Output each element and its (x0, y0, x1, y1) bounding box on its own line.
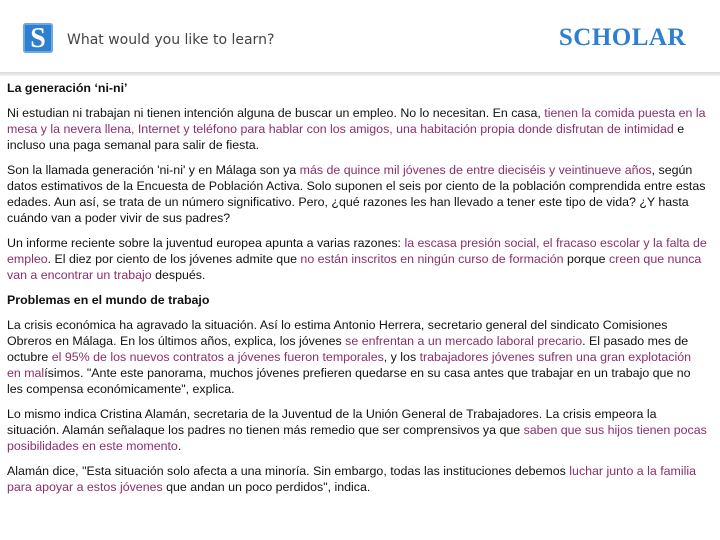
text: Ni estudian ni trabajan ni tienen intención alguna de buscar un empleo. No lo necesitan. En casa, (7, 106, 545, 120)
highlight: tienen la comida puesta en la mesa y la nevera llena, Internet y teléfono para hablar con los amigos, una habitación propia donde disfrutan de intimidad (7, 106, 706, 136)
highlight: se enfrentan a un mercado laboral precario (345, 334, 583, 348)
highlight: luchar junto a la familia para apoyar a estos jóvenes (7, 464, 697, 494)
article-title: La generación ‘ni-ni’ (7, 81, 128, 95)
text: La crisis económica ha agravado la situación. Así lo estima Antonio Herrera, secretario general del sindicato Comisiones Obreros en Málaga. En los últimos años, explica, los jóvenes (7, 318, 668, 348)
paragraph-3 (7, 235, 707, 283)
text: . (177, 439, 182, 453)
paragraph-2 (7, 162, 707, 226)
search-input[interactable]: What would you like to learn? (67, 32, 275, 48)
text: . El diez por ciento de los jóvenes admite que (47, 252, 301, 266)
paragraph-1 (7, 105, 707, 153)
scholar-logo-icon[interactable]: S (23, 23, 53, 53)
highlight: no están inscritos en ningún curso de formación (300, 252, 564, 266)
highlight: el 95% de los nuevos contratos a jóvenes fueron temporales (51, 350, 384, 364)
article-content (7, 80, 707, 504)
text: , y los (383, 350, 420, 364)
text: Un informe reciente sobre la juventud europea apunta a varias razones: (7, 236, 405, 250)
brand-title[interactable]: SCHOLAR (558, 24, 686, 51)
header-bar (0, 0, 720, 74)
highlight: la escasa presión social, el fracaso escolar y la falta de empleo (7, 236, 707, 266)
text: Alamán dice, "Esta situación solo afecta a una minoría. Sin embargo, todas las instituciones debemos (7, 464, 570, 478)
paragraph-5 (7, 406, 707, 454)
text: ísimos. "Ante este panorama, muchos jóvenes prefieren quedarse en su casa antes que trabajar en un trabajo que no les compensa económicamente", explica. (7, 366, 691, 396)
highlight: más de quince mil jóvenes de entre dieciséis y veintinueve años (299, 163, 652, 177)
section-subtitle: Problemas en el mundo de trabajo (7, 293, 210, 307)
paragraph-6 (7, 463, 707, 495)
highlight: saben que sus hijos tienen pocas posibilidades en este momento (7, 423, 707, 453)
paragraph-4 (7, 317, 707, 397)
text: , según datos estimativos de la Encuesta de Población Activa. Solo suponen el seis por ciento de la población comprendida entre estas edades. Aun así, se trata de un número significativo. Pero, ¿qué razones les han llevado a tener este tipo de vida? ¿Y hasta cuándo van a poder vivir de sus padres? (7, 163, 706, 225)
text: Son la llamada generación 'ni-ni' y en Málaga son ya (7, 163, 300, 177)
highlight: trabajadores jóvenes sufren una gran explotación en mal (7, 350, 691, 380)
highlight: creen que nunca van a encontrar un trabajo (7, 252, 702, 282)
text: . El pasado mes de octubre (7, 334, 689, 364)
text: porque (563, 252, 609, 266)
text: Lo mismo indica Cristina Alamán, secretaria de la Juventud de la Unión General de Trabajadores. La crisis empeora la situación. Alamán señalaque los padres no tienen más remedio que ser comprensivos ya que (7, 407, 657, 437)
text: después. (151, 268, 206, 282)
header-divider (0, 72, 720, 76)
text: e incluso una paga semanal para salir de fiesta. (7, 122, 685, 152)
text: que andan un poco perdidos", indica. (162, 480, 371, 494)
